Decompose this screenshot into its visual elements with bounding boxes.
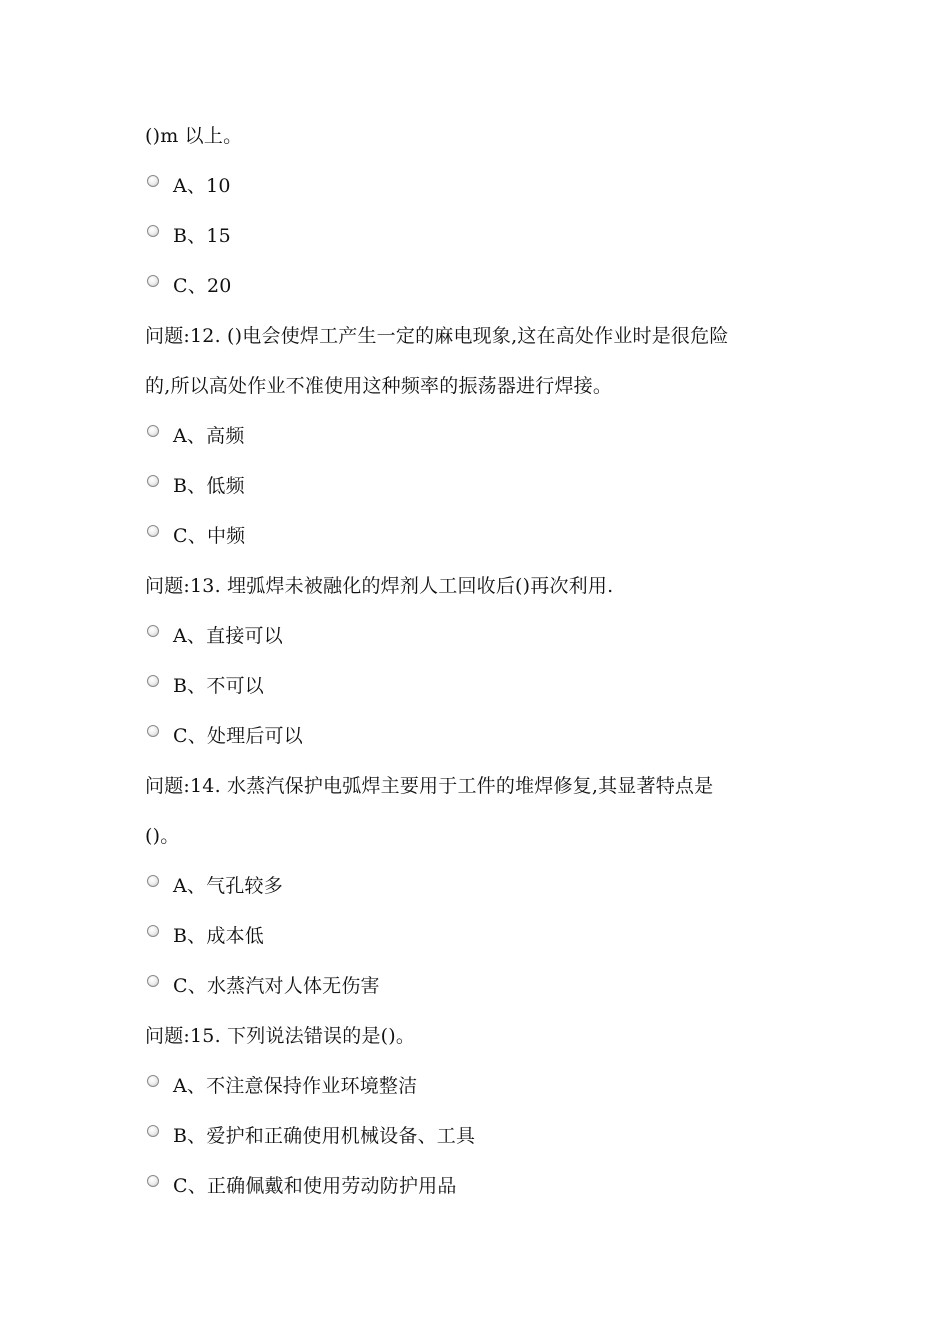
radio-button-icon[interactable] [147, 1125, 159, 1137]
option-label: C、正确佩戴和使用劳动防护用品 [173, 1175, 457, 1197]
radio-button-icon[interactable] [147, 725, 159, 737]
option-15-a[interactable] [145, 1061, 825, 1111]
option-label: A、直接可以 [173, 625, 283, 647]
option-label: C、水蒸汽对人体无伤害 [173, 975, 380, 997]
radio-button-icon[interactable] [147, 525, 159, 537]
option-label: A、不注意保持作业环境整洁 [173, 1075, 418, 1097]
option-12-c[interactable] [145, 511, 825, 561]
radio-button-icon[interactable] [147, 675, 159, 687]
option-15-b[interactable] [145, 1111, 825, 1161]
option-13-a[interactable] [145, 611, 825, 661]
radio-button-icon[interactable] [147, 1075, 159, 1087]
option-13-c[interactable] [145, 711, 825, 761]
option-label: B、成本低 [173, 925, 264, 947]
radio-button-icon[interactable] [147, 225, 159, 237]
question-14-text: 问题:14. 水蒸汽保护电弧焊主要用于工件的堆焊修复,其显著特点是 [145, 775, 714, 797]
option-15-c[interactable] [145, 1161, 825, 1211]
question-14-text-cont: ()。 [145, 825, 180, 847]
option-13-b[interactable] [145, 661, 825, 711]
option-label: B、15 [173, 225, 231, 247]
option-14-c[interactable] [145, 961, 825, 1011]
question-12-text-cont: 的,所以高处作业不准使用这种频率的振荡器进行焊接。 [145, 375, 613, 397]
quiz-content [145, 111, 825, 1211]
option-14-a[interactable] [145, 861, 825, 911]
radio-button-icon[interactable] [147, 625, 159, 637]
radio-button-icon[interactable] [147, 875, 159, 887]
option-label: B、不可以 [173, 675, 264, 697]
option-label: B、爱护和正确使用机械设备、工具 [173, 1125, 476, 1147]
radio-button-icon[interactable] [147, 1175, 159, 1187]
question-13-text: 问题:13. 埋弧焊未被融化的焊剂人工回收后()再次利用. [145, 575, 614, 597]
radio-button-icon[interactable] [147, 925, 159, 937]
radio-button-icon[interactable] [147, 425, 159, 437]
option-label: C、处理后可以 [173, 725, 303, 747]
option-label: C、20 [173, 275, 232, 297]
question-11-text-end: ()m 以上。 [145, 125, 243, 147]
option-11-a[interactable] [145, 161, 825, 211]
option-12-b[interactable] [145, 461, 825, 511]
radio-button-icon[interactable] [147, 175, 159, 187]
radio-button-icon[interactable] [147, 975, 159, 987]
option-12-a[interactable] [145, 411, 825, 461]
radio-button-icon[interactable] [147, 475, 159, 487]
option-label: A、高频 [173, 425, 245, 447]
option-14-b[interactable] [145, 911, 825, 961]
question-15-text: 问题:15. 下列说法错误的是()。 [145, 1025, 416, 1047]
option-label: C、中频 [173, 525, 246, 547]
option-11-b[interactable] [145, 211, 825, 261]
radio-button-icon[interactable] [147, 275, 159, 287]
option-label: B、低频 [173, 475, 245, 497]
question-12-text: 问题:12. ()电会使焊工产生一定的麻电现象,这在高处作业时是很危险 [145, 325, 729, 347]
option-label: A、气孔较多 [173, 875, 283, 897]
option-label: A、10 [173, 175, 231, 197]
option-11-c[interactable] [145, 261, 825, 311]
